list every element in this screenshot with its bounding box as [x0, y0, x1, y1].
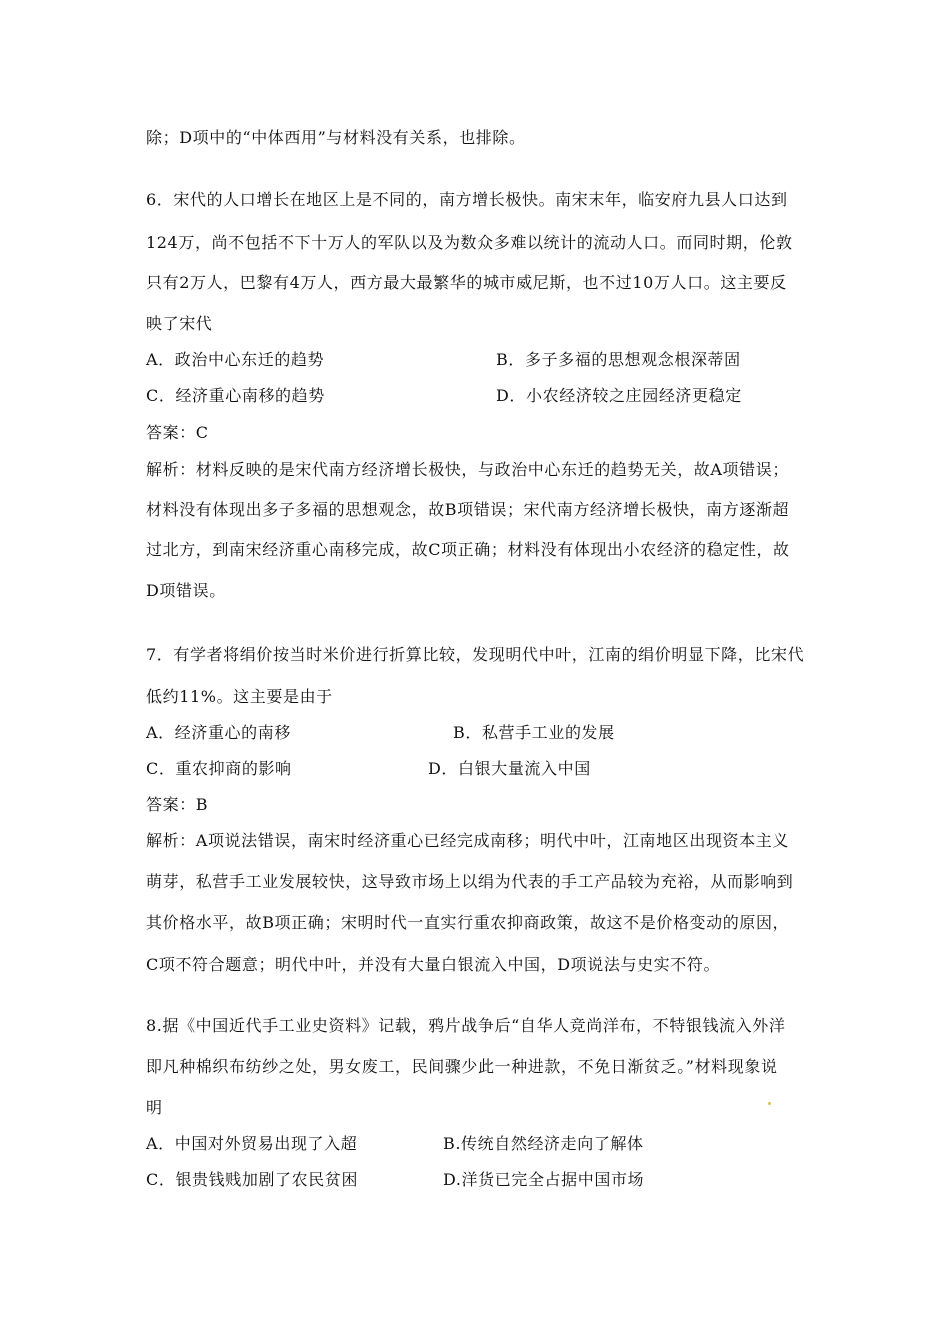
question-8-stem: 明	[146, 1098, 163, 1117]
question-7-stem: 7．有学者将绢价按当时米价进行折算比较，发现明代中叶，江南的绢价明显下降，比宋代	[146, 645, 805, 664]
question-6-stem: 映了宋代	[146, 314, 213, 333]
option-6a: A．政治中心东迁的趋势	[146, 350, 325, 369]
option-6b: B．多子多福的思想观念根深蒂固	[496, 350, 741, 369]
option-8d: D.洋货已完全占据中国市场	[443, 1170, 645, 1189]
explanation-7: 萌芽，私营手工业发展较快，这导致市场上以绢为代表的手工产品较为充裕，从而影响到	[146, 872, 794, 891]
question-6-stem: 只有2万人，巴黎有4万人，西方最大最繁华的城市威尼斯，也不过10万人口。这主要反	[146, 273, 787, 292]
answer-6: 答案：C	[146, 423, 209, 442]
ink-speck	[768, 1102, 771, 1105]
option-7b: B．私营手工业的发展	[453, 723, 615, 742]
explanation-7: C项不符合题意；明代中叶，并没有大量白银流入中国，D项说法与史实不符。	[146, 955, 721, 974]
option-8a: A．中国对外贸易出现了入超	[146, 1134, 358, 1153]
explanation-6: 解析：材料反映的是宋代南方经济增长极快，与政治中心东迁的趋势无关，故A项错误；	[146, 460, 789, 479]
explanation-6: 过北方，到南宋经济重心南移完成，故C项正确；材料没有体现出小农经济的稳定性，故	[146, 540, 790, 559]
explanation-7: 解析：A项说法错误，南宋时经济重心已经完成南移；明代中叶，江南地区出现资本主义	[146, 831, 789, 850]
option-6c: C．经济重心南移的趋势	[146, 386, 325, 405]
option-7c: C．重农抑商的影响	[146, 759, 292, 778]
question-7-stem: 低约11%。这主要是由于	[146, 687, 333, 706]
explanation-7: 其价格水平，故B项正确；宋明时代一直实行重农抑商政策，故这不是价格变动的原因，	[146, 913, 790, 932]
question-8-stem: 即凡种棉织布纺纱之处，男女废工，民间骤少此一种进款，不免日渐贫乏。”材料现象说	[146, 1057, 778, 1076]
option-7d: D．白银大量流入中国	[428, 759, 591, 778]
question-6-stem: 6．宋代的人口增长在地区上是不同的，南方增长极快。南宋末年，临安府九县人口达到	[146, 190, 788, 209]
option-8b: B.传统自然经济走向了解体	[443, 1134, 644, 1153]
option-7a: A．经济重心的南移	[146, 723, 291, 742]
option-8c: C．银贵钱贱加剧了农民贫困	[146, 1170, 359, 1189]
question-8-stem: 8.据《中国近代手工业史资料》记载，鸦片战争后“自华人竞尚洋布，不特银钱流入外洋	[146, 1016, 786, 1035]
answer-7: 答案：B	[146, 795, 209, 814]
text-line: 除；D项中的“中体西用”与材料没有关系，也排除。	[146, 128, 526, 147]
question-6-stem: 124万，尚不包括不下十万人的军队以及为数众多难以统计的流动人口。而同时期，伦敦	[146, 233, 793, 252]
explanation-6: 材料没有体现出多子多福的思想观念，故B项错误；宋代南方经济增长极快，南方逐渐超	[146, 500, 790, 519]
explanation-6: D项错误。	[146, 581, 226, 600]
option-6d: D．小农经济较之庄园经济更稳定	[496, 386, 742, 405]
